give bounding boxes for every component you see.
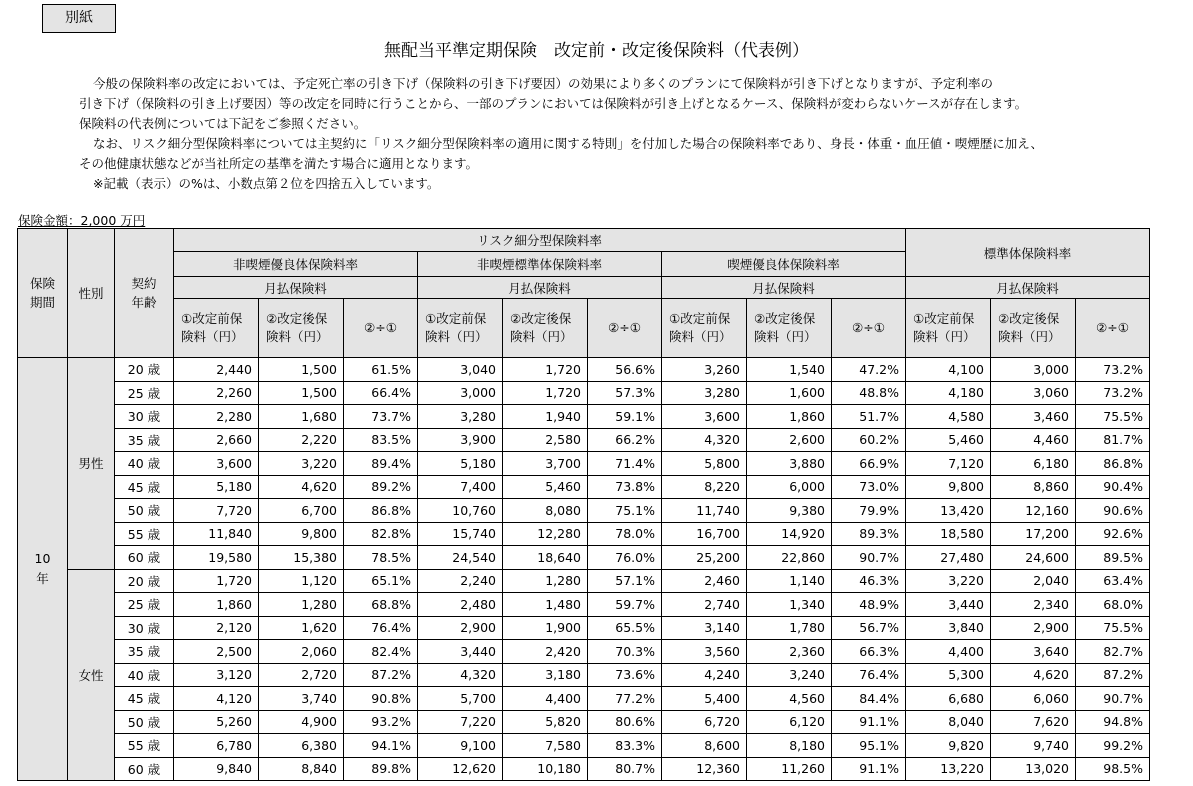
- after-cell: 3,460: [991, 405, 1076, 429]
- table-row: [18, 710, 1150, 734]
- age-cell: 35 歳: [115, 428, 174, 452]
- table-row: [18, 687, 1150, 711]
- after-cell: 12,280: [503, 522, 588, 546]
- ratio-cell: 80.6%: [588, 710, 662, 734]
- header-risk-rate: リスク細分型保険料率: [174, 229, 906, 252]
- ratio-cell: 94.1%: [344, 734, 418, 758]
- after-cell: 8,860: [991, 475, 1076, 499]
- header-standard-rate: 標準体保険料率: [906, 229, 1150, 277]
- before-cell: 9,820: [906, 734, 991, 758]
- after-cell: 1,500: [259, 381, 344, 405]
- after-cell: 2,900: [991, 616, 1076, 640]
- ratio-cell: 61.5%: [344, 358, 418, 382]
- ratio-cell: 66.2%: [588, 428, 662, 452]
- table-row: [18, 569, 1150, 593]
- ratio-cell: 93.2%: [344, 710, 418, 734]
- table-row: [18, 734, 1150, 758]
- before-cell: 4,320: [418, 663, 503, 687]
- ratio-cell: 75.5%: [1076, 616, 1150, 640]
- header-period: 保険期間: [18, 229, 68, 358]
- ratio-cell: 80.7%: [588, 757, 662, 781]
- before-cell: 8,600: [662, 734, 747, 758]
- before-cell: 2,260: [174, 381, 259, 405]
- header-after: ②改定後保険料（円）: [747, 299, 832, 358]
- before-cell: 3,600: [174, 452, 259, 476]
- intro-text: [79, 74, 1169, 194]
- before-cell: 5,300: [906, 663, 991, 687]
- after-cell: 3,740: [259, 687, 344, 711]
- before-cell: 5,400: [662, 687, 747, 711]
- after-cell: 2,580: [503, 428, 588, 452]
- after-cell: 1,780: [747, 616, 832, 640]
- after-cell: 3,220: [259, 452, 344, 476]
- after-cell: 1,340: [747, 593, 832, 617]
- after-cell: 10,180: [503, 757, 588, 781]
- before-cell: 3,440: [418, 640, 503, 664]
- ratio-cell: 78.0%: [588, 522, 662, 546]
- age-cell: 20 歳: [115, 569, 174, 593]
- ratio-cell: 56.7%: [832, 616, 906, 640]
- header-monthly: 月払保険料: [174, 277, 418, 299]
- header-after: ②改定後保険料（円）: [503, 299, 588, 358]
- after-cell: 5,460: [503, 475, 588, 499]
- after-cell: 9,800: [259, 522, 344, 546]
- table-row: [18, 358, 1150, 382]
- age-cell: 40 歳: [115, 663, 174, 687]
- before-cell: 24,540: [418, 546, 503, 570]
- age-cell: 40 歳: [115, 452, 174, 476]
- after-cell: 1,620: [259, 616, 344, 640]
- before-cell: 3,000: [418, 381, 503, 405]
- after-cell: 3,880: [747, 452, 832, 476]
- before-cell: 3,840: [906, 616, 991, 640]
- ratio-cell: 75.1%: [588, 499, 662, 523]
- ratio-cell: 57.3%: [588, 381, 662, 405]
- before-cell: 2,460: [662, 569, 747, 593]
- ratio-cell: 65.5%: [588, 616, 662, 640]
- table-body: [18, 358, 1150, 781]
- before-cell: 16,700: [662, 522, 747, 546]
- after-cell: 2,600: [747, 428, 832, 452]
- header-ratio: ②÷①: [1076, 299, 1150, 358]
- header-monthly: 月払保険料: [662, 277, 906, 299]
- age-cell: 50 歳: [115, 710, 174, 734]
- after-cell: 2,220: [259, 428, 344, 452]
- header-monthly: 月払保険料: [418, 277, 662, 299]
- ratio-cell: 73.2%: [1076, 358, 1150, 382]
- header-before: ①改定前保険料（円）: [418, 299, 503, 358]
- ratio-cell: 63.4%: [1076, 569, 1150, 593]
- before-cell: 10,760: [418, 499, 503, 523]
- age-cell: 60 歳: [115, 546, 174, 570]
- attachment-badge: 別紙: [42, 4, 116, 33]
- after-cell: 9,740: [991, 734, 1076, 758]
- intro-line: その他健康状態などが当社所定の基準を満たす場合に適用となります。: [79, 156, 479, 171]
- after-cell: 22,860: [747, 546, 832, 570]
- after-cell: 13,020: [991, 757, 1076, 781]
- header-before: ①改定前保険料（円）: [906, 299, 991, 358]
- after-cell: 2,420: [503, 640, 588, 664]
- ratio-cell: 68.0%: [1076, 593, 1150, 617]
- after-cell: 1,720: [503, 381, 588, 405]
- ratio-cell: 82.4%: [344, 640, 418, 664]
- before-cell: 15,740: [418, 522, 503, 546]
- before-cell: 4,320: [662, 428, 747, 452]
- before-cell: 5,180: [174, 475, 259, 499]
- before-cell: 7,720: [174, 499, 259, 523]
- ratio-cell: 90.6%: [1076, 499, 1150, 523]
- premium-table: [17, 228, 1150, 781]
- age-cell: 25 歳: [115, 381, 174, 405]
- ratio-cell: 59.7%: [588, 593, 662, 617]
- insured-amount: 保険金額：2,000 万円: [18, 213, 146, 228]
- after-cell: 6,060: [991, 687, 1076, 711]
- after-cell: 3,700: [503, 452, 588, 476]
- after-cell: 1,500: [259, 358, 344, 382]
- age-cell: 60 歳: [115, 757, 174, 781]
- age-cell: 45 歳: [115, 475, 174, 499]
- ratio-cell: 87.2%: [1076, 663, 1150, 687]
- after-cell: 1,600: [747, 381, 832, 405]
- before-cell: 7,120: [906, 452, 991, 476]
- ratio-cell: 77.2%: [588, 687, 662, 711]
- before-cell: 1,860: [174, 593, 259, 617]
- table-row: [18, 475, 1150, 499]
- before-cell: 8,040: [906, 710, 991, 734]
- before-cell: 3,140: [662, 616, 747, 640]
- after-cell: 8,080: [503, 499, 588, 523]
- header-gender: 性別: [68, 229, 115, 358]
- before-cell: 2,500: [174, 640, 259, 664]
- table-row: [18, 757, 1150, 781]
- table-row: [18, 663, 1150, 687]
- age-cell: 45 歳: [115, 687, 174, 711]
- before-cell: 2,480: [418, 593, 503, 617]
- before-cell: 2,240: [418, 569, 503, 593]
- ratio-cell: 48.9%: [832, 593, 906, 617]
- ratio-cell: 76.4%: [832, 663, 906, 687]
- after-cell: 7,580: [503, 734, 588, 758]
- ratio-cell: 83.3%: [588, 734, 662, 758]
- header-before: ①改定前保険料（円）: [174, 299, 259, 358]
- after-cell: 4,620: [259, 475, 344, 499]
- ratio-cell: 82.7%: [1076, 640, 1150, 664]
- ratio-cell: 95.1%: [832, 734, 906, 758]
- before-cell: 7,220: [418, 710, 503, 734]
- before-cell: 5,460: [906, 428, 991, 452]
- age-cell: 30 歳: [115, 405, 174, 429]
- ratio-cell: 66.9%: [832, 452, 906, 476]
- before-cell: 3,280: [418, 405, 503, 429]
- after-cell: 6,700: [259, 499, 344, 523]
- after-cell: 1,480: [503, 593, 588, 617]
- ratio-cell: 73.0%: [832, 475, 906, 499]
- ratio-cell: 86.8%: [1076, 452, 1150, 476]
- ratio-cell: 81.7%: [1076, 428, 1150, 452]
- after-cell: 24,600: [991, 546, 1076, 570]
- after-cell: 11,260: [747, 757, 832, 781]
- after-cell: 1,900: [503, 616, 588, 640]
- ratio-cell: 89.4%: [344, 452, 418, 476]
- before-cell: 3,120: [174, 663, 259, 687]
- ratio-cell: 76.4%: [344, 616, 418, 640]
- after-cell: 6,000: [747, 475, 832, 499]
- ratio-cell: 98.5%: [1076, 757, 1150, 781]
- before-cell: 3,600: [662, 405, 747, 429]
- after-cell: 3,640: [991, 640, 1076, 664]
- header-after: ②改定後保険料（円）: [991, 299, 1076, 358]
- intro-line: 今般の保険料率の改定においては、予定死亡率の引き下げ（保険料の引き下げ要因）の効果により多くのプランにて保険料が引き下げとなりますが、予定利率の: [93, 76, 994, 91]
- before-cell: 1,720: [174, 569, 259, 593]
- header-age: 契約年齢: [115, 229, 174, 358]
- ratio-cell: 89.3%: [832, 522, 906, 546]
- after-cell: 4,400: [503, 687, 588, 711]
- ratio-cell: 51.7%: [832, 405, 906, 429]
- header-before: ①改定前保険料（円）: [662, 299, 747, 358]
- ratio-cell: 91.1%: [832, 757, 906, 781]
- ratio-cell: 90.8%: [344, 687, 418, 711]
- age-cell: 50 歳: [115, 499, 174, 523]
- age-cell: 30 歳: [115, 616, 174, 640]
- header-ratio: ②÷①: [588, 299, 662, 358]
- table-header: [18, 229, 1150, 358]
- after-cell: 1,680: [259, 405, 344, 429]
- before-cell: 8,220: [662, 475, 747, 499]
- after-cell: 1,940: [503, 405, 588, 429]
- table-row: [18, 593, 1150, 617]
- before-cell: 27,480: [906, 546, 991, 570]
- age-cell: 20 歳: [115, 358, 174, 382]
- ratio-cell: 87.2%: [344, 663, 418, 687]
- after-cell: 8,180: [747, 734, 832, 758]
- before-cell: 25,200: [662, 546, 747, 570]
- table-row: [18, 546, 1150, 570]
- gender-cell: 男性: [68, 358, 115, 570]
- before-cell: 4,400: [906, 640, 991, 664]
- table-row: [18, 405, 1150, 429]
- ratio-cell: 89.2%: [344, 475, 418, 499]
- table-row: [18, 381, 1150, 405]
- after-cell: 3,180: [503, 663, 588, 687]
- after-cell: 4,620: [991, 663, 1076, 687]
- table-row: [18, 616, 1150, 640]
- before-cell: 11,840: [174, 522, 259, 546]
- ratio-cell: 99.2%: [1076, 734, 1150, 758]
- before-cell: 4,180: [906, 381, 991, 405]
- after-cell: 2,340: [991, 593, 1076, 617]
- before-cell: 3,440: [906, 593, 991, 617]
- ratio-cell: 65.1%: [344, 569, 418, 593]
- ratio-cell: 92.6%: [1076, 522, 1150, 546]
- ratio-cell: 90.7%: [1076, 687, 1150, 711]
- ratio-cell: 57.1%: [588, 569, 662, 593]
- before-cell: 9,100: [418, 734, 503, 758]
- after-cell: 7,620: [991, 710, 1076, 734]
- ratio-cell: 66.3%: [832, 640, 906, 664]
- after-cell: 6,380: [259, 734, 344, 758]
- page-title: 無配当平準定期保険 改定前・改定後保険料（代表例）: [384, 41, 809, 61]
- after-cell: 2,720: [259, 663, 344, 687]
- before-cell: 2,120: [174, 616, 259, 640]
- table-row: [18, 428, 1150, 452]
- intro-line: 引き下げ（保険料の引き上げ要因）等の改定を同時に行うことから、一部のプランにおいては保険料が引き上げとなるケース、保険料が変わらないケースが存在します。: [79, 96, 1028, 111]
- intro-line: なお、リスク細分型保険料率については主契約に「リスク細分型保険料率の適用に関する特則」を付加した場合の保険料率であり、身長・体重・血圧値・喫煙歴に加え、: [93, 136, 1044, 151]
- before-cell: 3,560: [662, 640, 747, 664]
- header-ratio: ②÷①: [832, 299, 906, 358]
- age-cell: 35 歳: [115, 640, 174, 664]
- after-cell: 1,860: [747, 405, 832, 429]
- after-cell: 3,060: [991, 381, 1076, 405]
- after-cell: 4,900: [259, 710, 344, 734]
- before-cell: 3,220: [906, 569, 991, 593]
- after-cell: 18,640: [503, 546, 588, 570]
- after-cell: 6,180: [991, 452, 1076, 476]
- before-cell: 3,900: [418, 428, 503, 452]
- after-cell: 5,820: [503, 710, 588, 734]
- before-cell: 11,740: [662, 499, 747, 523]
- ratio-cell: 56.6%: [588, 358, 662, 382]
- before-cell: 9,840: [174, 757, 259, 781]
- ratio-cell: 83.5%: [344, 428, 418, 452]
- ratio-cell: 71.4%: [588, 452, 662, 476]
- before-cell: 3,260: [662, 358, 747, 382]
- ratio-cell: 82.8%: [344, 522, 418, 546]
- before-cell: 4,240: [662, 663, 747, 687]
- after-cell: 1,120: [259, 569, 344, 593]
- ratio-cell: 86.8%: [344, 499, 418, 523]
- after-cell: 14,920: [747, 522, 832, 546]
- after-cell: 3,240: [747, 663, 832, 687]
- before-cell: 2,440: [174, 358, 259, 382]
- before-cell: 12,620: [418, 757, 503, 781]
- ratio-cell: 90.4%: [1076, 475, 1150, 499]
- before-cell: 6,780: [174, 734, 259, 758]
- before-cell: 2,280: [174, 405, 259, 429]
- before-cell: 2,900: [418, 616, 503, 640]
- before-cell: 6,720: [662, 710, 747, 734]
- before-cell: 4,120: [174, 687, 259, 711]
- header-after: ②改定後保険料（円）: [259, 299, 344, 358]
- after-cell: 1,280: [259, 593, 344, 617]
- before-cell: 9,800: [906, 475, 991, 499]
- before-cell: 3,280: [662, 381, 747, 405]
- after-cell: 9,380: [747, 499, 832, 523]
- table-row: [18, 522, 1150, 546]
- header-monthly: 月払保険料: [906, 277, 1150, 299]
- ratio-cell: 78.5%: [344, 546, 418, 570]
- age-cell: 55 歳: [115, 734, 174, 758]
- before-cell: 12,360: [662, 757, 747, 781]
- header-group: 非喫煙標準体保険料率: [418, 252, 662, 277]
- ratio-cell: 89.8%: [344, 757, 418, 781]
- ratio-cell: 75.5%: [1076, 405, 1150, 429]
- after-cell: 1,540: [747, 358, 832, 382]
- before-cell: 7,400: [418, 475, 503, 499]
- after-cell: 2,040: [991, 569, 1076, 593]
- ratio-cell: 66.4%: [344, 381, 418, 405]
- ratio-cell: 70.3%: [588, 640, 662, 664]
- after-cell: 3,000: [991, 358, 1076, 382]
- intro-line: ※記載（表示）の%は、小数点第２位を四捨五入しています。: [93, 176, 440, 191]
- after-cell: 2,060: [259, 640, 344, 664]
- intro-line: 保険料の代表例については下記をご参照ください。: [79, 116, 367, 131]
- before-cell: 2,740: [662, 593, 747, 617]
- gender-cell: 女性: [68, 569, 115, 781]
- age-cell: 55 歳: [115, 522, 174, 546]
- ratio-cell: 73.8%: [588, 475, 662, 499]
- ratio-cell: 94.8%: [1076, 710, 1150, 734]
- after-cell: 15,380: [259, 546, 344, 570]
- after-cell: 8,840: [259, 757, 344, 781]
- period-cell: 10年: [18, 358, 68, 781]
- ratio-cell: 60.2%: [832, 428, 906, 452]
- before-cell: 4,100: [906, 358, 991, 382]
- ratio-cell: 47.2%: [832, 358, 906, 382]
- age-cell: 25 歳: [115, 593, 174, 617]
- ratio-cell: 91.1%: [832, 710, 906, 734]
- header-ratio: ②÷①: [344, 299, 418, 358]
- after-cell: 4,460: [991, 428, 1076, 452]
- before-cell: 6,680: [906, 687, 991, 711]
- ratio-cell: 68.8%: [344, 593, 418, 617]
- after-cell: 1,140: [747, 569, 832, 593]
- before-cell: 5,700: [418, 687, 503, 711]
- before-cell: 19,580: [174, 546, 259, 570]
- after-cell: 12,160: [991, 499, 1076, 523]
- ratio-cell: 73.7%: [344, 405, 418, 429]
- ratio-cell: 73.6%: [588, 663, 662, 687]
- before-cell: 4,580: [906, 405, 991, 429]
- before-cell: 13,220: [906, 757, 991, 781]
- ratio-cell: 48.8%: [832, 381, 906, 405]
- after-cell: 2,360: [747, 640, 832, 664]
- ratio-cell: 59.1%: [588, 405, 662, 429]
- header-group: 非喫煙優良体保険料率: [174, 252, 418, 277]
- ratio-cell: 79.9%: [832, 499, 906, 523]
- ratio-cell: 46.3%: [832, 569, 906, 593]
- before-cell: 3,040: [418, 358, 503, 382]
- after-cell: 4,560: [747, 687, 832, 711]
- ratio-cell: 89.5%: [1076, 546, 1150, 570]
- after-cell: 17,200: [991, 522, 1076, 546]
- header-group: 喫煙優良体保険料率: [662, 252, 906, 277]
- after-cell: 1,720: [503, 358, 588, 382]
- before-cell: 5,260: [174, 710, 259, 734]
- after-cell: 1,280: [503, 569, 588, 593]
- before-cell: 5,800: [662, 452, 747, 476]
- before-cell: 2,660: [174, 428, 259, 452]
- table-row: [18, 640, 1150, 664]
- before-cell: 18,580: [906, 522, 991, 546]
- ratio-cell: 84.4%: [832, 687, 906, 711]
- ratio-cell: 90.7%: [832, 546, 906, 570]
- before-cell: 5,180: [418, 452, 503, 476]
- ratio-cell: 73.2%: [1076, 381, 1150, 405]
- after-cell: 6,120: [747, 710, 832, 734]
- ratio-cell: 76.0%: [588, 546, 662, 570]
- table-row: [18, 499, 1150, 523]
- table-row: [18, 452, 1150, 476]
- before-cell: 13,420: [906, 499, 991, 523]
